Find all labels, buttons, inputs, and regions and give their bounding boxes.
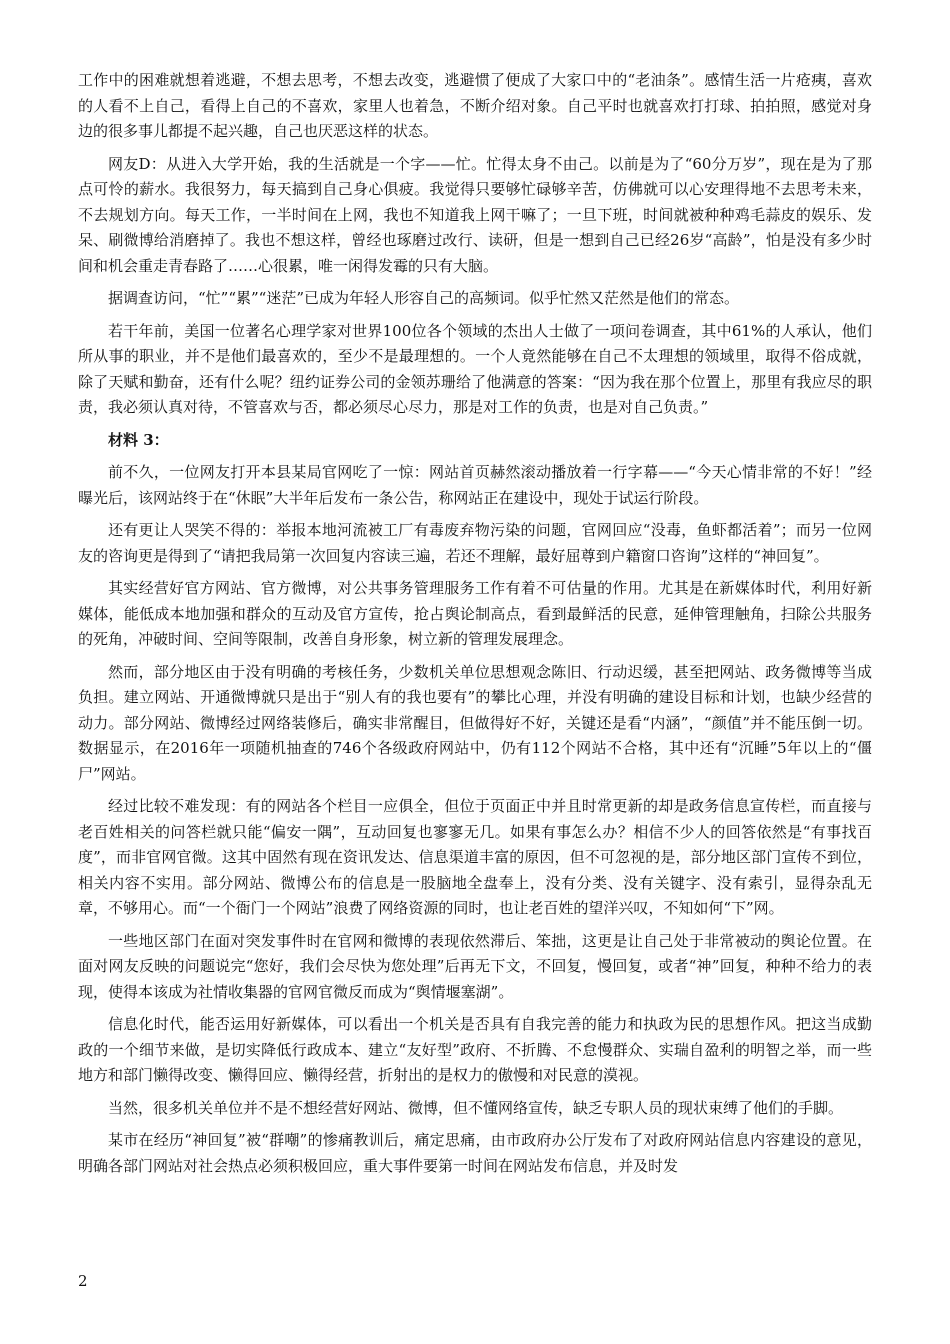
- paragraph: 还有更让人哭笑不得的：举报本地河流被工厂有毒废弃物污染的问题，官网回应“没毒，鱼虾都活着”；而另一位网友的咨询更是得到了“请把我局第一次回复内容读三遍，若还不理解，最好屈尊到户籍窗口咨询”这样的“神回复”。: [78, 521, 872, 565]
- paragraph: 其实经营好官方网站、官方微博，对公共事务管理服务工作有着不可估量的作用。尤其是在新媒体时代，利用好新媒体，能低成本地加强和群众的互动及官方宣传，抢占舆论制高点，看到最鲜活的民意，延伸管理触角，扫除公共服务的死角，冲破时间、空间等限制，改善自身形象，树立新的管理发展理念。: [78, 579, 872, 648]
- section-heading: 材料 3：: [108, 430, 169, 449]
- paragraph: 信息化时代，能否运用好新媒体，可以看出一个机关是否具有自我完善的能力和执政为民的思想作风。把这当成勤政的一个细节来做，是切实降低行政成本、建立“友好型”政府、不折腾、不怠慢群众、实瑞自盈利的明智之举，而一些地方和部门懒得改变、懒得回应、懒得经营，折射出的是权力的傲慢和对民意的漠视。: [78, 1015, 872, 1084]
- paragraph: 工作中的困难就想着逃避，不想去思考，不想去改变，逃避惯了便成了大家口中的“老油条”。感情生活一片疮痍，喜欢的人看不上自己，看得上自己的不喜欢，家里人也着急，不断介绍对象。自己平时也就喜欢打打球、拍拍照，感觉对身边的很多事儿都提不起兴趣，自己也厌恶这样的状态。: [78, 71, 872, 140]
- paragraph: 网友D：从进入大学开始，我的生活就是一个字——忙。忙得太身不由己。以前是为了“60分万岁”，现在是为了那点可怜的薪水。我很努力，每天搞到自己身心俱疲。我觉得只要够忙碌够辛苦，仿佛就可以心安理得地不去思考未来，不去规划方向。每天工作，一半时间在上网，我也不知道我上网干嘛了；一旦下班，时间就被种种鸡毛蒜皮的娱乐、发呆、刷微博给消磨掉了。我也不想这样，曾经也琢磨过改行、读研，但是一想到自己已经26岁“高龄”，怕是没有多少时间和机会重走青春路了……心很累，唯一闲得发霉的只有大脑。: [78, 154, 872, 275]
- paragraph: 然而，部分地区由于没有明确的考核任务，少数机关单位思想观念陈旧、行动迟缓，甚至把网站、政务微博等当成负担。建立网站、开通微博就只是出于“别人有的我也要有”的攀比心理，并没有明确的建设目标和计划，也缺少经营的动力。部分网站、微博经过网络装修后，确实非常醒目，但做得好不好，关键还是看“内涵”，“颜值”并不能压倒一切。数据显示，在2016年一项随机抽查的746个各级政府网站中，仍有112个网站不合格，其中还有“沉睡”5年以上的“僵尸”网站。: [78, 662, 872, 783]
- page-number: 2: [78, 1272, 88, 1290]
- paragraph: 若干年前，美国一位著名心理学家对世界100位各个领域的杰出人士做了一项问卷调查，其中61%的人承认，他们所从事的职业，并不是他们最喜欢的，至少不是最理想的。一个人竟然能够在自己不太理想的领域里，取得不俗成就，除了天赋和勤奋，还有什么呢？纽约证券公司的金领苏珊给了他满意的答案：“因为我在那个位置上，那里有我应尽的职责，我必须认真对待，不管喜欢与否，都必须尽心尽力，那是对工作的负责，也是对自己负责。”: [78, 321, 872, 416]
- paragraph: 某市在经历“神回复”被“群嘲”的惨痛教训后，痛定思痛，由市政府办公厅发布了对政府网站信息内容建设的意见，明确各部门网站对社会热点必须积极回应，重大事件要第一时间在网站发布信息，并及时发: [78, 1131, 872, 1175]
- paragraph: 前不久，一位网友打开本县某局官网吃了一惊：网站首页赫然滚动播放着一行字幕——“今天心情非常的不好！”经曝光后，该网站终于在“休眠”大半年后发布一条公告，称网站正在建设中，现处于试运行阶段。: [78, 463, 872, 507]
- paragraph: 经过比较不难发现：有的网站各个栏目一应俱全，但位于页面正中并且时常更新的却是政务信息宣传栏，而直接与老百姓相关的问答栏就只能“偏安一隅”，互动回复也寥寥无几。如果有事怎么办？相信不少人的回答依然是“有事找百度”，而非官网官微。这其中固然有现在资讯发达、信息渠道丰富的原因，但不可忽视的是，部分地区部门宣传不到位，相关内容不实用。部分网站、微博公布的信息是一股脑地全盘奉上，没有分类、没有关键字、没有索引，显得杂乱无章，不够用心。而“一个衙门一个网站”浪费了网络资源的同时，也让老百姓的望洋兴叹，不知如何“下”网。: [78, 797, 872, 917]
- paragraph: 据调查访问，“忙”“累”“迷茫”已成为年轻人形容自己的高频词。似乎忙然又茫然是他们的常态。: [108, 289, 740, 307]
- paragraph: 当然，很多机关单位并不是不想经营好网站、微博，但不懂网络宣传，缺乏专职人员的现状束缚了他们的手脚。: [108, 1098, 844, 1117]
- paragraph: 一些地区部门在面对突发事件时在官网和微博的表现依然滞后、笨拙，这更是让自己处于非常被动的舆论位置。在面对网友反映的问题说完“您好，我们会尽快为您处理”后再无下文，不回复，慢回复，或者“神”回复，种种不给力的表现，使得本该成为社情收集器的官网官微反而成为“舆情堰塞湖”。: [78, 931, 872, 1001]
